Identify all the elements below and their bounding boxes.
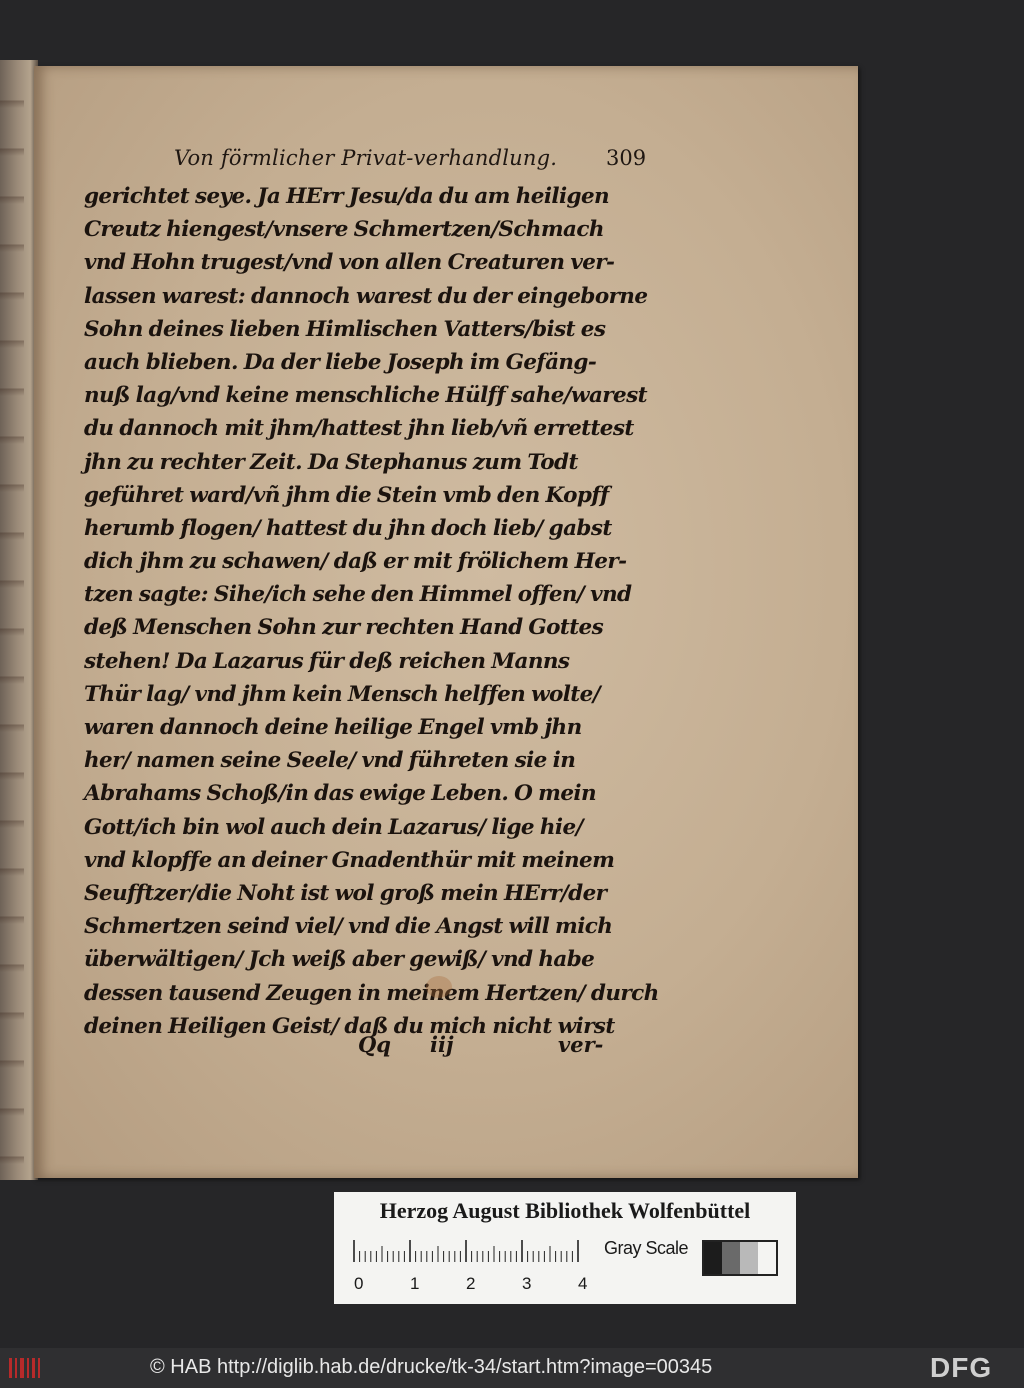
page-number: 309 <box>606 146 647 170</box>
text-line: Thür lag/ vnd jhm kein Mensch helffen wolte/ <box>84 681 600 707</box>
text-line: Seufftzer/die Noht ist wol groß mein HErr/der <box>84 880 607 906</box>
gray-scale-swatches <box>702 1240 778 1276</box>
signature-line <box>358 1032 658 1066</box>
library-name: Herzog August Bibliothek Wolfenbüttel <box>379 1198 751 1223</box>
running-head: Von förmlicher Privat-verhandlung. <box>174 146 558 170</box>
text-line: vnd Hohn trugest/vnd von allen Creaturen ver- <box>84 250 615 276</box>
scale-number-1: 1 <box>410 1274 420 1293</box>
text-line: Abrahams Schoß/in das ewige Leben. O mein <box>84 781 596 807</box>
color-calibration-card <box>334 1192 796 1304</box>
paper-stain <box>426 976 452 998</box>
text-line: Creutz hiengest/vnsere Schmertzen/Schmach <box>84 217 604 243</box>
scale-number-2: 2 <box>466 1274 476 1293</box>
gray-scale-label: Gray Scale <box>604 1238 689 1258</box>
gray-swatch <box>704 1242 722 1274</box>
catchword: ver- <box>558 1032 604 1057</box>
text-line: Schmertzen seind viel/ vnd die Angst will mich <box>84 914 613 940</box>
text-line: waren dannoch deine heilige Engel vmb jhn <box>84 715 582 740</box>
text-line: auch blieben. Da der liebe Joseph im Gefäng- <box>84 349 597 375</box>
text-line: herumb flogen/ hattest du jhn doch lieb/ gabst <box>84 515 612 541</box>
text-line: geführet ward/vñ jhm die Stein vmb den Kopff <box>84 482 609 508</box>
signature-mark: Qq <box>358 1032 391 1057</box>
text-line: stehen! Da Lazarus für deß reichen Manns <box>84 648 570 674</box>
barcode-logo-icon <box>8 1356 44 1380</box>
text-line: jhn zu rechter Zeit. Da Stephanus zum Todt <box>84 449 578 475</box>
measurement-ruler <box>352 1240 592 1262</box>
copyright-url-text: © HAB http://diglib.hab.de/drucke/tk-34/start.htm?image=00345 <box>150 1356 713 1378</box>
scale-number-3: 3 <box>522 1274 532 1293</box>
scale-number-4: 4 <box>578 1274 588 1293</box>
text-line: vnd klopffe an deiner Gnadenthür mit meinem <box>84 847 615 873</box>
text-line: deinen Heiligen Geist/ daß du mich nicht wirst <box>84 1013 615 1039</box>
text-line: her/ namen seine Seele/ vnd führeten sie in <box>84 748 576 774</box>
text-line: deß Menschen Sohn zur rechten Hand Gottes <box>84 615 604 641</box>
gray-swatch <box>722 1242 740 1274</box>
text-line: dich jhm zu schawen/ daß er mit frölichem Her- <box>84 549 627 575</box>
text-line: lassen warest: dannoch warest du der eingeborne <box>84 283 648 309</box>
footer-bar <box>0 1348 1024 1388</box>
dfg-logo: DFG <box>930 1352 993 1383</box>
scale-number-0: 0 <box>354 1274 364 1293</box>
text-line: Sohn deines lieben Himlischen Vatters/bist es <box>84 316 606 342</box>
text-line: dessen tausend Zeugen in meinem Hertzen/ durch <box>84 980 659 1006</box>
text-line: überwältigen/ Jch weiß aber gewiß/ vnd habe <box>84 947 595 973</box>
text-line: tzen sagte: Sihe/ich sehe den Himmel offen/ vnd <box>84 582 632 608</box>
text-line: du dannoch mit jhm/hattest jhn lieb/vñ errettest <box>84 416 634 442</box>
book-page <box>34 66 858 1178</box>
signature-number: iij <box>430 1032 454 1057</box>
text-line: gerichtet seye. Ja HErr Jesu/da du am heiligen <box>84 184 610 209</box>
gray-swatch <box>740 1242 758 1274</box>
previous-page-text-bleed <box>0 60 24 1180</box>
page-body-text <box>84 180 659 1043</box>
text-line: nuß lag/vnd keine menschliche Hülff sahe/warest <box>84 383 647 409</box>
text-line: Gott/ich bin wol auch dein Lazarus/ lige hie/ <box>84 814 583 840</box>
gray-swatch <box>758 1242 776 1274</box>
